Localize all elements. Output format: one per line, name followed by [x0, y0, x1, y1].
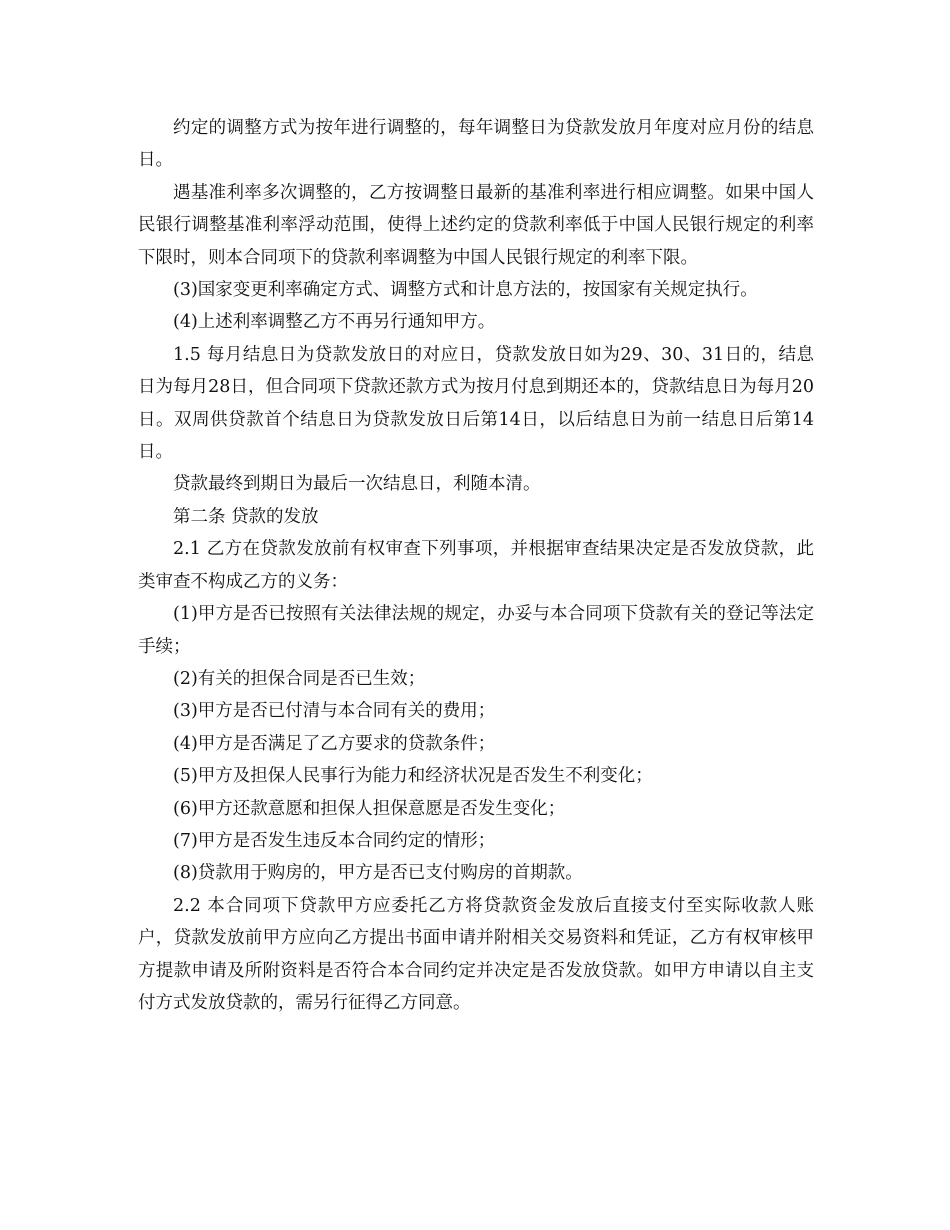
review-item-1: (1)甲方是否已按照有关法律法规的规定，办妥与本合同项下贷款有关的登记等法定手续；	[138, 604, 814, 657]
review-item-7: (7)甲方是否发生违反本合同约定的情形；	[173, 830, 496, 851]
paragraph-2-1-review: 2.1 乙方在贷款发放前有权审查下列事项，并根据审查结果决定是否发放贷款，此类审查不构成乙方的义务：	[138, 539, 814, 592]
paragraph-2-2-payment: 2.2 本合同项下贷款甲方应委托乙方将贷款资金发放后直接支付至实际收款人账户，贷款发放前甲方应向乙方提出书面申请并附相关交易资料和凭证，乙方有权审核甲方提款申请及所附资料是否符合本合同约定并决定是否发放贷款。如甲方申请以自主支付方式发放贷款的，需另行征得乙方同意。	[138, 895, 814, 1013]
review-item-8: (8)贷款用于购房的，甲方是否已支付购房的首期款。	[173, 863, 583, 884]
paragraph-1-5-settlement-day: 1.5 每月结息日为贷款发放日的对应日，贷款发放日如为29、30、31日的，结息日为每月28日，但合同项下贷款还款方式为按月付息到期还本的，贷款结息日为每月20日。双周供贷款首个结息日为贷款发放日后第14日，以后结息日为前一结息日后第14日。	[138, 344, 814, 463]
review-item-4: (4)甲方是否满足了乙方要求的贷款条件；	[173, 733, 496, 754]
paragraph-multiple-adjustments: 遇基准利率多次调整的，乙方按调整日最新的基准利率进行相应调整。如果中国人民银行调整基准利率浮动范围，使得上述约定的贷款利率低于中国人民银行规定的利率下限时，则本合同项下的贷款利率调整为中国人民银行规定的利率下限。	[138, 182, 814, 268]
review-item-2: (2)有关的担保合同是否已生效；	[173, 668, 426, 689]
review-item-5: (5)甲方及担保人民事行为能力和经济状况是否发生不利变化；	[173, 766, 653, 787]
review-item-6: (6)甲方还款意愿和担保人担保意愿是否发生变化；	[173, 798, 566, 819]
paragraph-final-maturity: 贷款最终到期日为最后一次结息日，利随本清。	[173, 474, 541, 495]
review-item-3: (3)甲方是否已付清与本合同有关的费用；	[173, 701, 496, 722]
paragraph-item-3-state-change: (3)国家变更利率确定方式、调整方式和计息方法的，按国家有关规定执行。	[173, 280, 758, 301]
paragraph-rate-adjustment-yearly: 约定的调整方式为按年进行调整的，每年调整日为贷款发放月年度对应月份的结息日。	[138, 118, 814, 171]
article-2-heading: 第二条 贷款的发放	[173, 506, 319, 527]
document-body	[138, 112, 814, 1019]
paragraph-item-4-no-notice: (4)上述利率调整乙方不再另行通知甲方。	[173, 312, 496, 333]
